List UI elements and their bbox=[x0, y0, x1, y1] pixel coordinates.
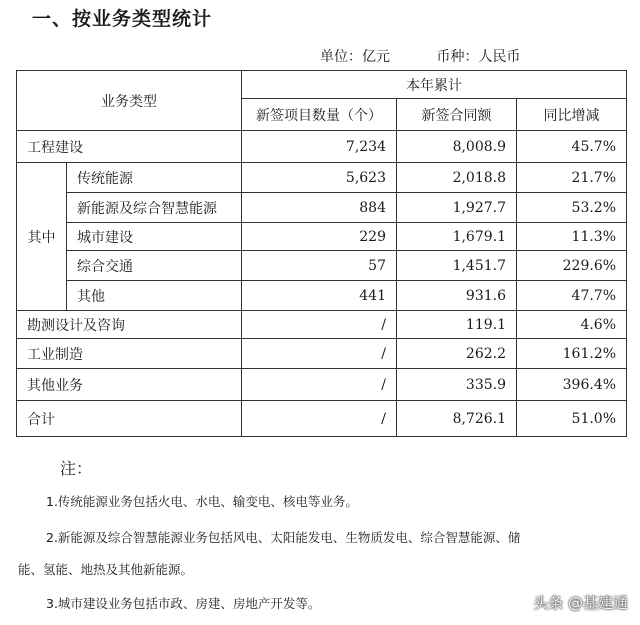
row-label: 城市建设 bbox=[67, 223, 242, 251]
header-row-1 bbox=[17, 71, 627, 99]
row-amount: 335.9 bbox=[397, 369, 517, 401]
currency-label: 币种：人民币 bbox=[436, 49, 521, 65]
header-ytd: 本年累计 bbox=[242, 71, 627, 99]
row-count: 7,234 bbox=[242, 131, 397, 163]
row-label: 工业制造 bbox=[17, 339, 242, 369]
row-label: 工程建设 bbox=[17, 131, 242, 163]
row-label: 勘测设计及咨询 bbox=[17, 311, 242, 339]
row-yoy: 11.3% bbox=[517, 223, 627, 251]
row-amount: 1,927.7 bbox=[397, 193, 517, 223]
business-type-table bbox=[16, 70, 627, 437]
row-label: 其他业务 bbox=[17, 369, 242, 401]
row-yoy: 161.2% bbox=[517, 339, 627, 369]
row-count: 441 bbox=[242, 281, 397, 311]
section-title: 一、按业务类型统计 bbox=[32, 8, 213, 30]
table-row bbox=[17, 339, 627, 369]
row-amount: 8,726.1 bbox=[397, 401, 517, 437]
watermark: 头条 @基建通 bbox=[533, 594, 628, 612]
row-label: 传统能源 bbox=[67, 163, 242, 193]
table-row bbox=[17, 131, 627, 163]
header-amount: 新签合同额 bbox=[397, 99, 517, 131]
table-row bbox=[17, 369, 627, 401]
unit-label: 单位：亿元 bbox=[320, 49, 390, 65]
row-count: 884 bbox=[242, 193, 397, 223]
row-amount: 119.1 bbox=[397, 311, 517, 339]
row-count: / bbox=[242, 401, 397, 437]
row-count: / bbox=[242, 339, 397, 369]
row-yoy: 45.7% bbox=[517, 131, 627, 163]
row-yoy: 21.7% bbox=[517, 163, 627, 193]
row-amount: 1,679.1 bbox=[397, 223, 517, 251]
of-which-label: 其中 bbox=[17, 163, 67, 311]
table-row bbox=[17, 311, 627, 339]
header-business-type: 业务类型 bbox=[17, 71, 242, 131]
table-row bbox=[17, 223, 627, 251]
row-label: 新能源及综合智慧能源 bbox=[67, 193, 242, 223]
table-row bbox=[17, 193, 627, 223]
row-count: 229 bbox=[242, 223, 397, 251]
table-row bbox=[17, 281, 627, 311]
row-label: 其他 bbox=[67, 281, 242, 311]
unit-line bbox=[320, 46, 620, 66]
row-label: 合计 bbox=[17, 401, 242, 437]
row-yoy: 51.0% bbox=[517, 401, 627, 437]
row-count: / bbox=[242, 369, 397, 401]
row-count: / bbox=[242, 311, 397, 339]
row-count: 57 bbox=[242, 251, 397, 281]
row-yoy: 396.4% bbox=[517, 369, 627, 401]
note-item: 2.新能源及综合智慧能源业务包括风电、太阳能发电、生物质发电、综合智慧能源、储 bbox=[46, 530, 521, 545]
table-row bbox=[17, 163, 627, 193]
row-yoy: 47.7% bbox=[517, 281, 627, 311]
row-amount: 1,451.7 bbox=[397, 251, 517, 281]
header-yoy: 同比增减 bbox=[517, 99, 627, 131]
row-amount: 8,008.9 bbox=[397, 131, 517, 163]
table-row-total bbox=[17, 401, 627, 437]
note-item: 3.城市建设业务包括市政、房建、房地产开发等。 bbox=[46, 596, 321, 611]
row-amount: 262.2 bbox=[397, 339, 517, 369]
note-item: 1.传统能源业务包括火电、水电、输变电、核电等业务。 bbox=[46, 494, 358, 509]
row-yoy: 229.6% bbox=[517, 251, 627, 281]
row-amount: 931.6 bbox=[397, 281, 517, 311]
row-yoy: 4.6% bbox=[517, 311, 627, 339]
row-amount: 2,018.8 bbox=[397, 163, 517, 193]
notes-heading: 注： bbox=[60, 459, 93, 478]
header-count: 新签项目数量（个） bbox=[242, 99, 397, 131]
row-count: 5,623 bbox=[242, 163, 397, 193]
note-item: 能、氢能、地热及其他新能源。 bbox=[18, 562, 194, 577]
row-yoy: 53.2% bbox=[517, 193, 627, 223]
row-label: 综合交通 bbox=[67, 251, 242, 281]
table-row bbox=[17, 251, 627, 281]
